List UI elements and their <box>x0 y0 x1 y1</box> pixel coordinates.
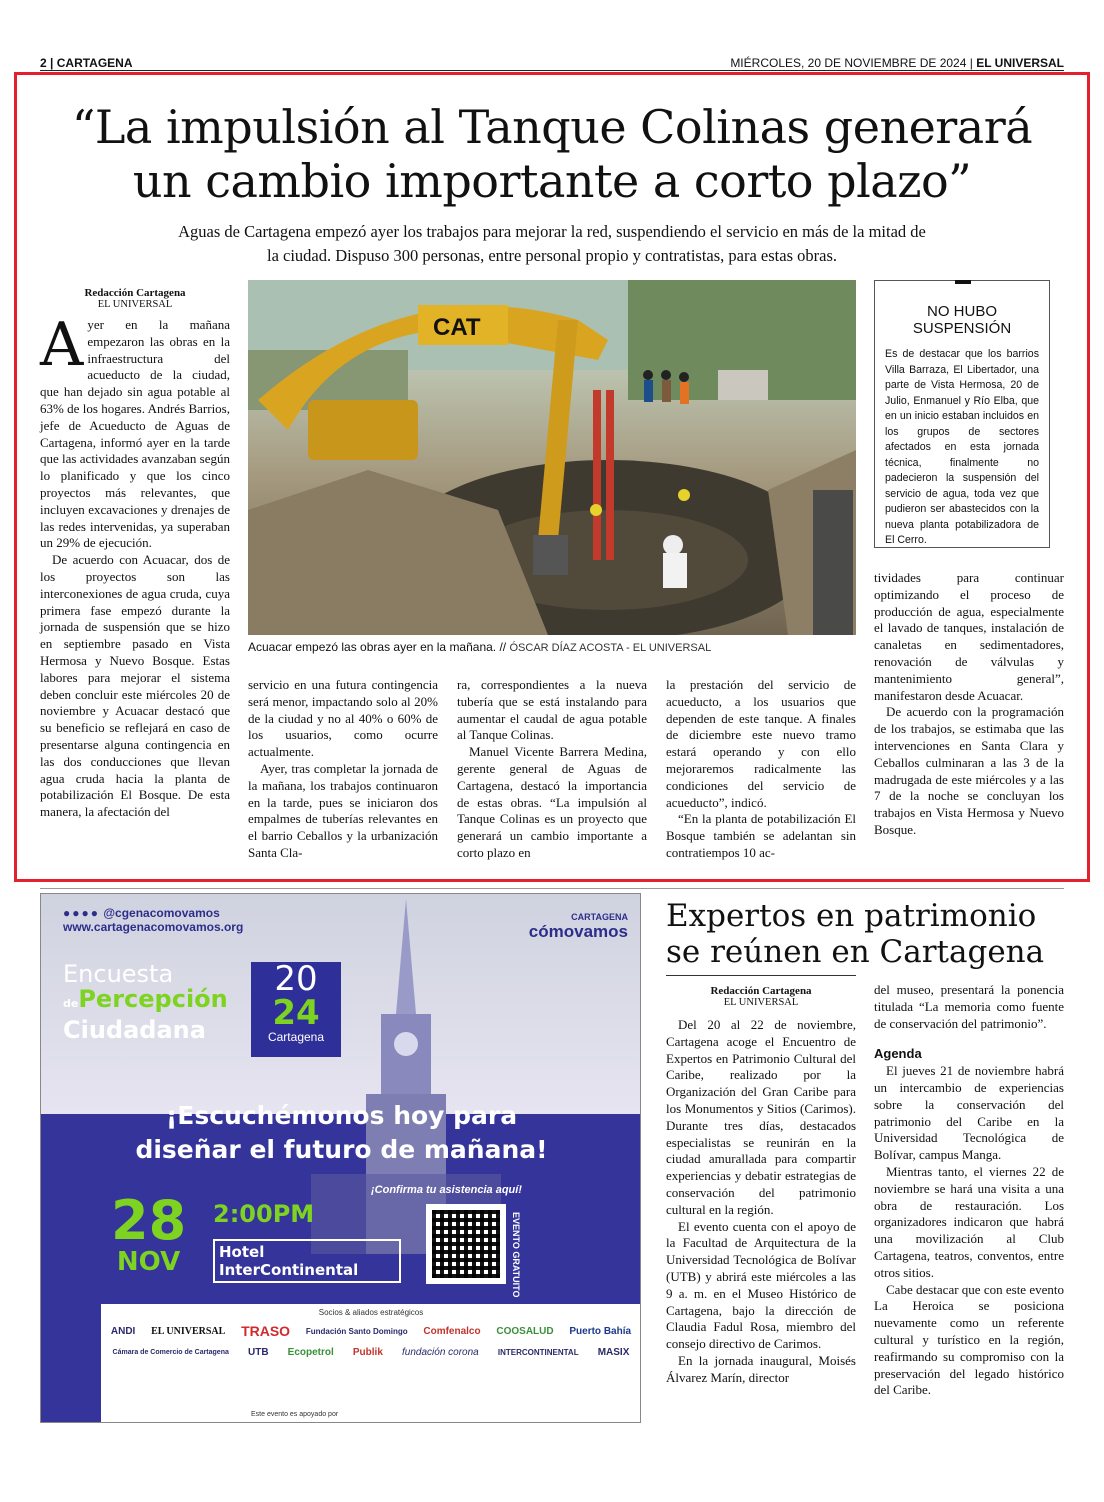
article-paragraph: la prestación del servicio de acueducto, a los usuarios que dependen de este tanque. A finales de diciembre este nuevo tramo estará operando y con ello mejoraremos radicalmente las condiciones del servicio de acueducto”, indicó. <box>666 677 856 810</box>
article-paragraph: Cabe destacar que con este evento La Heroica se posiciona nuevamente como un referente cultural y turístico en la región, reafirmando su compromiso con la preservación del legado histórico del Caribe. <box>874 1281 1064 1398</box>
sidebar-tab-marker <box>955 280 971 284</box>
article-paragraph: El jueves 21 de noviembre habrá un intercambio de experiencias sobre la conservación del patrimonio del Caribe en la Universidad Tecnológica de Bolívar, campus Manga. <box>874 1063 1064 1163</box>
article-paragraph: Del 20 al 22 de noviembre, Cartagena acoge el Encuentro de Expertos en Patrimonio Cultural del Caribe, realizado por la Organización del Gran Caribe para los Monumentos y Sitios (Carimos). Durante tres días, destacados especialistas se reunirán en la ciudad amurallada para compartir experiencias y debatir estrategias de conservación del patrimonio cultural en la región. <box>666 1017 856 1217</box>
deck-line-1: Aguas de Cartagena empezó ayer los trabajos para mejorar la red, suspendiendo el servicio en más de la mitad de <box>178 222 926 241</box>
article-paragraph: tividades para continuar optimizando el proceso de producción de agua, especialmente el lavado de tanques, instalación de canaletas en sedimentadores, renovación de válvulas y mantenimiento general”, manifestaron desde Acuacar. <box>874 570 1064 703</box>
qr-code[interactable] <box>426 1204 506 1284</box>
article-column-3 <box>457 677 647 862</box>
newspaper-name: EL UNIVERSAL <box>976 56 1064 70</box>
byline-org: EL UNIVERSAL <box>97 299 173 310</box>
issue-date: MIÉRCOLES, 20 DE NOVIEMBRE DE 2024 <box>730 56 967 70</box>
story2-column-1 <box>666 985 856 1387</box>
header-rule <box>40 70 1064 71</box>
sidebar-title: NO HUBO SUSPENSIÓN <box>912 303 1012 337</box>
deck-line-2: la ciudad. Dispuso 300 personas, entre personal propio y contratistas, para estas obras. <box>266 246 837 265</box>
headline-line-1: “La impulsión al Tanque Colinas generará <box>71 100 1033 154</box>
article-paragraph: ra, correspondientes a la nueva tubería que se está instalando para aumentar el caudal de agua potable al Tanque Colinas. <box>457 677 647 743</box>
article-paragraph: servicio en una futura contingencia será menor, impactando solo al 20% de la ciudad y no al 40% o 60% de los usuarios, como ocurre actualmente. <box>248 677 438 760</box>
section-name: CARTAGENA <box>56 56 133 70</box>
cat-logo-text: CAT <box>433 314 481 341</box>
event-date: 28 NOV <box>111 1189 187 1277</box>
article-paragraph: Ayer en la mañana empezaron las obras en la infraestructura del acueducto de la ciudad, que han dejado sin agua potable al 63% de los hogares. Andrés Barrios, jefe de Acueducto de Aguas de Cartagena, informó ayer en la tarde que las actividades avanzaban según lo planificado y que los cinco proyectos más relevantes, que incluyen excavaciones y drenajes de las redes intervenidas, ya superaban un 29% de ejecución. <box>40 310 230 551</box>
sponsor-logo: COOSALUD <box>496 1325 554 1337</box>
photo-credit: ÓSCAR DÍAZ ACOSTA - EL UNIVERSAL <box>509 642 712 654</box>
article-column-4 <box>666 677 856 862</box>
photo-caption <box>248 640 856 654</box>
sidebar-box <box>874 280 1050 548</box>
social-icons: ●●●● <box>63 906 100 920</box>
byline <box>40 287 230 311</box>
sponsor-logo: INTERCONTINENTAL <box>497 1348 579 1357</box>
survey-title: Encuesta dePercepción Ciudadana <box>63 960 228 1044</box>
event-venue: Hotel InterContinental <box>213 1239 401 1283</box>
article-paragraph: Ayer, tras completar la jornada de la mañana, los trabajos continuaron en la tarde, pues se iniciaron dos empalmes de tuberías relevantes en el barrio Ceballos y la urbanización Santa Cla- <box>248 760 438 860</box>
article-deck <box>100 220 1004 268</box>
story2-rule <box>666 975 856 976</box>
sponsor-logo: fundación corona <box>402 1347 479 1358</box>
article-paragraph: del museo, presentará la ponencia titulada “La memoria como fuente de conservación del patrimonio”. <box>874 982 1064 1031</box>
advertisement[interactable] <box>40 893 641 1423</box>
sponsor-logo: Publik <box>352 1347 383 1358</box>
article-paragraph: El evento cuenta con el apoyo de la Facultad de Arquitectura de la Universidad Tecnológica de Bolívar (UTB) y abrirá este miércoles a las 9 a. m. en el Museo Histórico de Cartagena, bajo la dirección de Claudia Fadul Rosa, miembro del consejo directivo de Carimos. <box>666 1218 856 1352</box>
sponsor-logo: UTB <box>247 1347 269 1358</box>
excavator-illustration <box>248 280 856 635</box>
story2-column-2 <box>874 982 1064 1399</box>
ad-slogan: ¡Escuchémonos hoy para diseñar el futuro de mañana! <box>135 1101 548 1164</box>
agenda-subhead: Agenda <box>874 1046 922 1062</box>
sponsor-logos <box>101 1317 641 1364</box>
sponsor-logo: ANDI <box>110 1325 136 1337</box>
article-paragraph: De acuerdo con la programación de los trabajos, se estimaba que las intervenciones en Santa Clara y Ceballos culminaran a las 3 de la madrugada de este miércoles y a las 7 de la noche se concluyan los trabajos en Vista Hermosa y Nuevo Bosque. <box>874 704 1064 837</box>
section-divider <box>40 888 1064 889</box>
excavation-photo <box>248 280 856 635</box>
event-time: 2:00PM <box>213 1200 315 1228</box>
article-paragraph: Mientras tanto, el viernes 22 de noviembre se hará una visita a una obra de restauración. Los organizadores indicaron que habrá una movilización al Club Cartagena, teatros, conventos, entre otros sitios. <box>874 1163 1064 1280</box>
page-number: 2 <box>40 56 47 70</box>
sponsor-logo: Ecopetrol <box>287 1347 334 1358</box>
story2-byline: Redacción Cartagena EL UNIVERSAL <box>710 985 812 1008</box>
caption-text: Acuacar empezó las obras ayer en la mañana. // <box>248 640 507 654</box>
sponsor-logo: EL UNIVERSAL <box>151 1325 226 1337</box>
byline-name: Redacción Cartagena <box>84 287 186 299</box>
sidebar-text: Es de destacar que los barrios Villa Barraza, El Libertador, una parte de Vista Hermosa, 20 de Julio, Enmanuel y Río Elba, que en un inicio estaban incluidos en los grupos de sectores afectados en esta jornada técnica, finalmente no padecieron la suspensión del servicio de agua, toda vez que pudieron ser abastecidos con la nueva planta potabilizadora de El Cerro. <box>885 348 1039 546</box>
article-column-1 <box>40 287 230 821</box>
article-headline <box>60 100 1044 208</box>
page-header-right: MIÉRCOLES, 20 DE NOVIEMBRE DE 2024 | EL UNIVERSAL <box>730 56 1064 70</box>
ad-brand: CARTAGENA cómovamos <box>528 912 628 941</box>
sponsor-panel: Socios & aliados estratégicos ANDI EL UNIVERSAL TRASO Fundación Santo Domingo Comfenalco COOSALUD Puerto Bahía Cámara de Comercio de Cartagena UTB Ecopetrol Publik fundación corona INTERCONTINENTAL MASIX Este evento es apoyado por <box>101 1304 641 1423</box>
headline-line-2: un cambio importante a corto plazo” <box>132 154 972 208</box>
story2-headline: Expertos en patrimonio se reúnen en Cartagena <box>666 898 1045 970</box>
sponsor-logo: TRASO <box>241 1323 291 1339</box>
article-column-5 <box>874 570 1064 839</box>
article-paragraph: En la jornada inaugural, Moisés Álvarez Marín, director <box>666 1352 856 1385</box>
free-event-label: EVENTO GRATUITO <box>511 1212 521 1298</box>
article-paragraph: “En la planta de potabilización El Bosque también se adelantan sin contratiempos 10 ac- <box>666 811 856 860</box>
confirm-label: ¡Confirma tu asistencia aquí! <box>371 1184 522 1196</box>
page-header-left: 2 | CARTAGENA <box>40 56 133 70</box>
article-paragraph: De acuerdo con Acuacar, dos de los proyectos son las interconexiones de agua cruda, cuya primera fase empezó durante la jornada de suspensión que se hizo en septiembre pasado en Vista Hermosa y Nuevo Bosque. Estas labores para mejorar el sistema deben concluir este miércoles 20 de noviembre y Acuacar destacó que su beneficio se reflejará en caso de presentarse alguna contingencia en las dos conducciones que llevan agua cruda hacia la planta de potabilización El Bosque. De esta manera, la afectación del <box>40 552 230 820</box>
year-badge: 20 24 Cartagena <box>251 962 341 1057</box>
article-paragraph: Manuel Vicente Barrera Medina, gerente general de Aguas de Cartagena, destacó la importancia de estas obras. “La impulsión al Tanque Colinas es un proyecto que generará un cambio importante a corto plazo en <box>457 744 647 860</box>
sponsor-logo: Comfenalco <box>423 1325 481 1337</box>
ad-social: ●●●● @cgenacomovamos www.cartagenacomovamos.org <box>63 906 244 934</box>
article-column-2 <box>248 677 438 862</box>
drop-cap: A <box>40 310 84 380</box>
ad-url[interactable]: www.cartagenacomovamos.org <box>63 920 244 934</box>
sponsor-logo: Puerto Bahía <box>569 1325 632 1337</box>
sponsor-logo: MASIX <box>597 1347 630 1358</box>
sponsor-logo: Cámara de Comercio de Cartagena <box>112 1349 229 1356</box>
clock-tower-icon <box>311 894 501 1254</box>
sponsor-logo: Fundación Santo Domingo <box>305 1326 408 1336</box>
